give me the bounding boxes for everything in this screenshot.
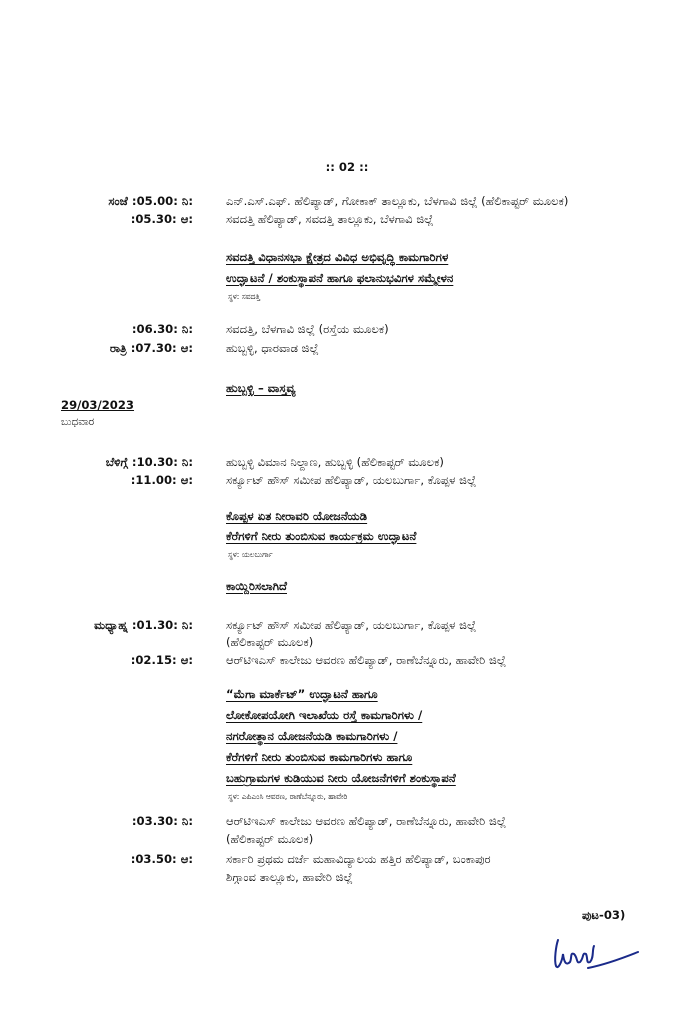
event-title-line: ಕೊಪ್ಪಳ ಏತ ನೀರಾವರಿ ಯೋಜನೆಯಡಿ — [226, 509, 368, 523]
event-title-line: ಕೆರೆಗಳಿಗೆ ನೀರು ತುಂಬಿಸುವ ಕಾರ್ಯಕ್ರಮ ಉದ್ಘಾಟನೆ — [226, 529, 417, 543]
event-title-line: ಉದ್ಘಾಟನೆ / ಶಂಕುಸ್ಥಾಪನೆ ಹಾಗೂ ಫಲಾನುಭವಿಗಳ ಸಮ್ಮೇಳನ — [226, 271, 454, 285]
schedule-place: ಸವದತ್ತಿ, ಬೆಳಗಾವಿ ಜಿಲ್ಲೆ (ರಸ್ತೆಯ ಮೂಲಕ) — [226, 322, 389, 336]
event-venue: ಸ್ಥಳ: ಯಲಬುರ್ಗಾ — [228, 550, 273, 559]
schedule-time: ಸಂಜೆ :05.00: ನಿ: — [108, 194, 193, 208]
schedule-place: ಆರ್‌ಟಿಇಎಸ್ ಕಾಲೇಜು ಆವರಣ ಹೆಲಿಪ್ಯಾಡ್, ರಾಣೆಬೆನ್ನೂರು, ಹಾವೇರಿ ಜಿಲ್ಲೆ — [226, 814, 507, 828]
schedule-time: :03.30: ನಿ: — [131, 814, 193, 828]
event-venue: ಸ್ಥಳ: ಸವದತ್ತಿ — [228, 292, 260, 301]
page-number: :: 02 :: — [325, 160, 369, 174]
event-title-line: ಬಹುಗ್ರಾಮಗಳ ಕುಡಿಯುವ ನೀರು ಯೋಜನೆಗಳಿಗೆ ಶಂಕುಸ್ಥಾಪನೆ — [226, 771, 456, 785]
schedule-place: ಸರ್ಕ್ಯೂಟ್ ಹೌಸ್ ಸಮೀಪ ಹೆಲಿಪ್ಯಾಡ್, ಯಲಬುರ್ಗಾ, ಕೊಪ್ಪಳ ಜಿಲ್ಲೆ — [226, 473, 477, 487]
event-venue: ಸ್ಥಳ: ಎಪಿಎಂಸಿ ಆವರಣ, ರಾಣೆಬೆನ್ನೂರು, ಹಾವೇರಿ — [228, 792, 348, 801]
signature-mark — [548, 932, 644, 978]
reserved-note: ಕಾಯ್ದಿರಿಸಲಾಗಿದೆ — [226, 579, 287, 593]
event-title-line: ಸವದತ್ತಿ ವಿಧಾನಸಭಾ ಕ್ಷೇತ್ರದ ವಿವಿಧ ಅಭಿವೃದ್ಧಿ ಕಾಮಗಾರಿಗಳ — [226, 250, 449, 264]
overnight-stay: ಹುಬ್ಬಳ್ಳಿ – ವಾಸ್ತವ್ಯ — [226, 381, 296, 395]
next-page-marker: ಪುಟ-03) — [582, 908, 626, 922]
schedule-time: ಬೆಳಿಗ್ಗೆ :10.30: ನಿ: — [105, 455, 193, 469]
event-title-line: ನಗರೋತ್ಥಾನ ಯೋಜನೆಯಡಿ ಕಾಮಗಾರಿಗಳು / — [226, 729, 398, 743]
schedule-place: ಸರ್ಕ್ಯೂಟ್ ಹೌಸ್ ಸಮೀಪ ಹೆಲಿಪ್ಯಾಡ್, ಯಲಬುರ್ಗಾ, ಕೊಪ್ಪಳ ಜಿಲ್ಲೆ — [226, 618, 477, 632]
schedule-time: ಮಧ್ಯಾಹ್ನ :01.30: ನಿ: — [94, 618, 193, 632]
schedule-time: ರಾತ್ರಿ :07.30: ಆ: — [109, 341, 193, 355]
schedule-time: :11.00: ಆ: — [130, 473, 193, 487]
schedule-place: ಹುಬ್ಬಳ್ಳಿ ವಿಮಾನ ನಿಲ್ದಾಣ, ಹುಬ್ಬಳ್ಳಿ (ಹೆಲಿಕಾಪ್ಟರ್ ಮೂಲಕ) — [226, 455, 444, 469]
event-title-line: “ಮೆಗಾ ಮಾರ್ಕೆಟ್” ಉದ್ಘಾಟನೆ ಹಾಗೂ — [226, 687, 378, 701]
schedule-place: ಆರ್‌ಟಿಇಎಸ್ ಕಾಲೇಜು ಆವರಣ ಹೆಲಿಪ್ಯಾಡ್, ರಾಣೆಬೆನ್ನೂರು, ಹಾವೇರಿ ಜಿಲ್ಲೆ — [226, 653, 507, 667]
schedule-place: ಸರ್ಕಾರಿ ಪ್ರಥಮ ದರ್ಜೆ ಮಹಾವಿದ್ಯಾಲಯ ಹತ್ತಿರ ಹೆಲಿಪ್ಯಾಡ್, ಬಂಕಾಪುರ — [226, 852, 491, 866]
schedule-place-cont: (ಹೆಲಿಕಾಪ್ಟರ್ ಮೂಲಕ) — [226, 832, 314, 846]
schedule-time: :06.30: ನಿ: — [131, 322, 193, 336]
event-title-line: ಕೆರೆಗಳಿಗೆ ನೀರು ತುಂಬಿಸುವ ಕಾಮಗಾರಿಗಳು ಹಾಗೂ — [226, 750, 413, 764]
schedule-time: :02.15: ಆ: — [130, 653, 193, 667]
schedule-place: ಹುಬ್ಬಳ್ಳಿ, ಧಾರವಾಡ ಜಿಲ್ಲೆ — [226, 341, 319, 355]
schedule-place: ಎನ್.ಎಸ್.ಎಫ್. ಹೆಲಿಪ್ಯಾಡ್, ಗೋಕಾಕ್ ತಾಲ್ಲೂಕು, ಬೆಳಗಾವಿ ಜಿಲ್ಲೆ (ಹೆಲಿಕಾಪ್ಟರ್ ಮೂಲಕ) — [226, 194, 569, 208]
schedule-weekday: ಬುಧವಾರ — [61, 416, 95, 428]
schedule-place-cont: (ಹೆಲಿಕಾಪ್ಟರ್ ಮೂಲಕ) — [226, 635, 314, 649]
schedule-place-cont: ಶಿಗ್ಗಾಂವ ತಾಲ್ಲೂಕು, ಹಾವೇರಿ ಜಿಲ್ಲೆ — [226, 870, 353, 884]
schedule-time: :05.30: ಆ: — [130, 212, 193, 226]
schedule-place: ಸವದತ್ತಿ ಹೆಲಿಪ್ಯಾಡ್, ಸವದತ್ತಿ ತಾಲ್ಲೂಕು, ಬೆಳಗಾವಿ ಜಿಲ್ಲೆ — [226, 212, 434, 226]
schedule-date: 29/03/2023 — [61, 398, 135, 412]
event-title-line: ಲೋಕೋಪಯೋಗಿ ಇಲಾಖೆಯ ರಸ್ತೆ ಕಾಮಗಾರಿಗಳು / — [226, 708, 423, 722]
schedule-time: :03.50: ಆ: — [130, 852, 193, 866]
